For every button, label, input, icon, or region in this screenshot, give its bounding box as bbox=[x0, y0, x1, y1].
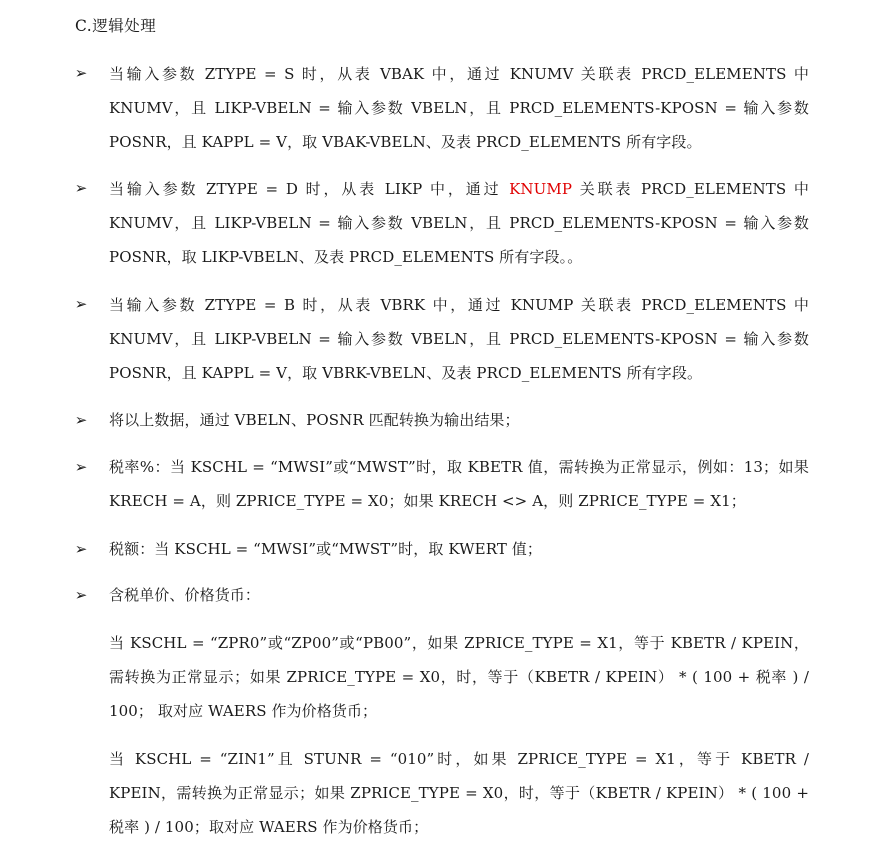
highlighted-field: KNUMP bbox=[509, 180, 573, 198]
bullet-arrow-icon: ➢ bbox=[74, 458, 88, 476]
list-item bbox=[109, 172, 809, 274]
list-item-text: 当输入参数 ZTYPE = D 时，从表 LIKP 中，通过 bbox=[109, 180, 510, 198]
bullet-arrow-icon: ➢ bbox=[74, 586, 88, 604]
list-item: 将以上数据，通过 VBELN、POSNR 匹配转换为输出结果； bbox=[109, 411, 520, 429]
bullet-arrow-icon: ➢ bbox=[74, 64, 88, 82]
bullet-arrow-icon: ➢ bbox=[74, 540, 88, 558]
list-item: 税率%：当 KSCHL = “MWSI”或“MWST”时，取 KBETR 值，需转换为正常显示，例如：13；如果 KRECH = A，则 ZPRICE_TYPE = X0；如果 KRECH <> A，则 ZPRICE_TYPE = X1； bbox=[109, 458, 809, 510]
list-item: 当输入参数 ZTYPE = B 时，从表 VBRK 中，通过 KNUMP 关联表 PRCD_ELEMENTS 中 KNUMV，且 LIKP-VBELN = 输入参数 VBELN，且 PRCD_ELEMENTS-KPOSN = 输入参数 POSNR，且 KAPPL = V，取 VBRK-VBELN、及表 PRCD_ELEMENTS 所有字段。 bbox=[109, 296, 809, 382]
list-item: 税额：当 KSCHL = “MWSI”或“MWST”时，取 KWERT 值； bbox=[109, 540, 542, 558]
sub-paragraph: 当 KSCHL = “ZIN1”且 STUNR = “010”时，如果 ZPRICE_TYPE = X1，等于 KBETR / KPEIN，需转换为正常显示；如果 ZPRICE_TYPE = X0，时，等于（KBETR / KPEIN） * ( 100 + 税率 ) / 100；取对应 WAERS 作为价格货币； bbox=[109, 750, 809, 836]
bullet-arrow-icon: ➢ bbox=[74, 411, 88, 429]
list-item-text: 关联表 PRCD_ELEMENTS 中 KNUMV，且 LIKP-VBELN = 输入参数 VBELN，且 PRCD_ELEMENTS-KPOSN = 输入参数 POSNR，取 LIKP-VBELN、及表 PRCD_ELEMENTS 所有字段。。 bbox=[109, 180, 809, 266]
bullet-arrow-icon: ➢ bbox=[74, 179, 88, 197]
bullet-arrow-icon: ➢ bbox=[74, 295, 88, 313]
list-item: 含税单价、价格货币： bbox=[109, 586, 261, 604]
sub-paragraph: 当 KSCHL = “ZPR0”或“ZP00”或“PB00”，如果 ZPRICE_TYPE = X1，等于 KBETR / KPEIN，需转换为正常显示；如果 ZPRICE_TYPE = X0，时，等于（KBETR / KPEIN） * ( 100 + 税率 ) / 100； 取对应 WAERS 作为价格货币； bbox=[109, 634, 809, 720]
list-item: 当输入参数 ZTYPE = S 时，从表 VBAK 中，通过 KNUMV 关联表 PRCD_ELEMENTS 中 KNUMV，且 LIKP-VBELN = 输入参数 VBELN，且 PRCD_ELEMENTS-KPOSN = 输入参数 POSNR，且 KAPPL = V，取 VBAK-VBELN、及表 PRCD_ELEMENTS 所有字段。 bbox=[109, 65, 809, 151]
section-heading: C.逻辑处理 bbox=[75, 17, 157, 35]
